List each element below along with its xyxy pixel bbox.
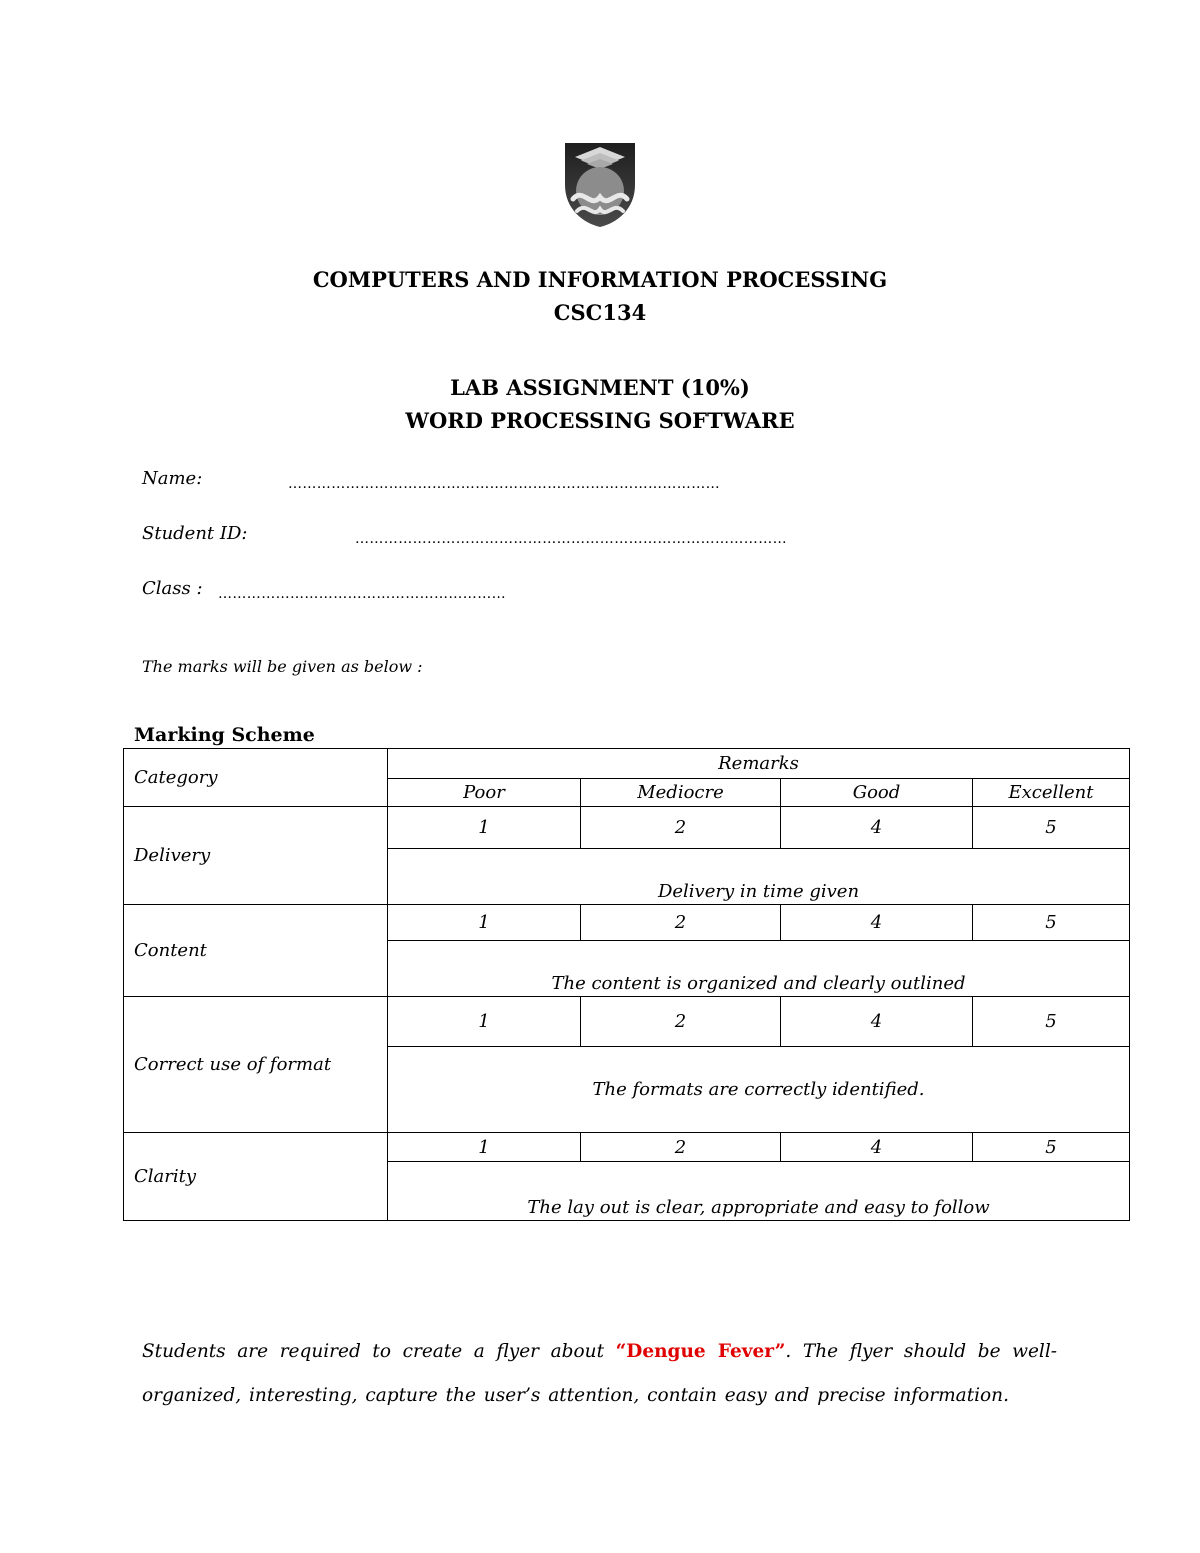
instructions-after: . The flyer should be well-organized, interesting, capture the user’s attention, contain easy and precise information. (142, 1341, 1058, 1406)
score-cell: 1 (388, 807, 581, 849)
description-format: The formats are correctly identified. (388, 1047, 1130, 1133)
level-good: Good (781, 779, 973, 807)
instructions-close-quote: ” (774, 1341, 786, 1362)
remarks-header: Remarks (388, 749, 1130, 779)
description-content: The content is organized and clearly outlined (388, 941, 1130, 997)
score-cell: 2 (581, 997, 781, 1047)
score-cell: 4 (781, 1133, 973, 1162)
level-mediocre: Mediocre (581, 779, 781, 807)
assignment-topic: WORD PROCESSING SOFTWARE (405, 408, 795, 433)
marking-scheme-table (123, 748, 1130, 1221)
category-format: Correct use of format (124, 997, 388, 1133)
name-blank[interactable]: ……………………………………………………………………………… (288, 476, 720, 492)
student-id-label: Student ID: (142, 523, 248, 544)
marks-note: The marks will be given as below : (142, 657, 423, 676)
score-cell: 4 (781, 807, 973, 849)
class-label: Class : (142, 578, 203, 599)
assignment-title: LAB ASSIGNMENT (10%) (450, 375, 750, 400)
university-crest-logo (565, 143, 635, 227)
score-cell: 5 (973, 905, 1130, 941)
score-cell: 2 (581, 905, 781, 941)
name-label: Name: (142, 468, 203, 489)
description-delivery: Delivery in time given (388, 849, 1130, 905)
score-cell: 1 (388, 905, 581, 941)
score-cell: 5 (973, 1133, 1130, 1162)
score-cell: 2 (581, 1133, 781, 1162)
category-clarity: Clarity (124, 1133, 388, 1221)
category-header: Category (124, 749, 388, 807)
score-cell: 5 (973, 997, 1130, 1047)
table-row (124, 997, 1130, 1047)
score-cell: 1 (388, 1133, 581, 1162)
instructions-paragraph (142, 1330, 1057, 1418)
dengue-fever-highlight: Dengue Fever (626, 1341, 775, 1362)
marking-scheme-title: Marking Scheme (134, 724, 315, 746)
student-id-blank[interactable]: ……………………………………………………………………………… (355, 531, 787, 547)
instructions-before: Students are required to create a flyer about (142, 1341, 616, 1362)
class-blank[interactable]: …………………………………………………… (218, 586, 506, 602)
score-cell: 2 (581, 807, 781, 849)
score-cell: 4 (781, 997, 973, 1047)
level-excellent: Excellent (973, 779, 1130, 807)
score-cell: 4 (781, 905, 973, 941)
table-row (124, 1133, 1130, 1162)
course-title: COMPUTERS AND INFORMATION PROCESSING (312, 267, 888, 292)
category-delivery: Delivery (124, 807, 388, 905)
table-row (124, 905, 1130, 941)
level-poor: Poor (388, 779, 581, 807)
table-header-row (124, 749, 1130, 779)
instructions-open-quote: “ (615, 1341, 627, 1362)
category-content: Content (124, 905, 388, 997)
course-code: CSC134 (553, 300, 647, 325)
description-clarity: The lay out is clear, appropriate and easy to follow (388, 1162, 1130, 1221)
table-row (124, 807, 1130, 849)
score-cell: 5 (973, 807, 1130, 849)
score-cell: 1 (388, 997, 581, 1047)
